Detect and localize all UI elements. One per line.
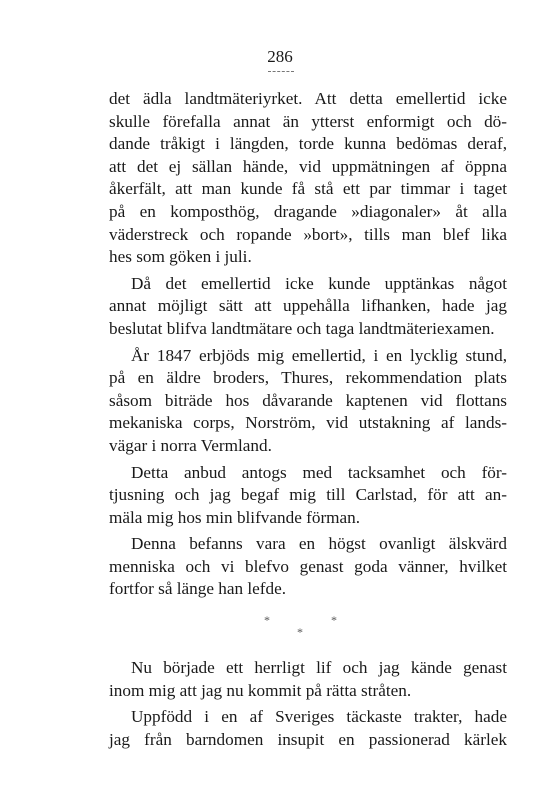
text-line: mäla mig hos min blifvande förman.	[109, 507, 361, 527]
text-line: År 1847 erbjöds mig emellertid, i en lycklig stund,	[131, 345, 507, 365]
text-line: tjusning och jag begaf mig till Carlstad, för att an-	[109, 485, 507, 505]
text-line: beslutat blifva landtmätare och taga landtmäteriexamen.	[109, 318, 495, 338]
paragraph	[109, 88, 507, 269]
paragraph	[109, 533, 507, 601]
text-line: mekaniska corps, Norström, vid utstakning af lands-	[109, 413, 507, 433]
text-line: Denna befanns vara en högst ovanligt älskvärd	[131, 534, 507, 554]
text-line: fortfor så länge han lefde.	[109, 579, 287, 599]
body-text	[109, 88, 507, 755]
text-line: Uppfödd i en af Sveriges täckaste trakter, hade	[131, 707, 507, 727]
paragraph	[109, 657, 507, 702]
text-line: såsom biträde hos dåvarande kaptenen vid flottans	[109, 390, 507, 410]
asterisk-symbol: *	[331, 613, 337, 628]
text-line: inom mig att jag nu kommit på rätta stråten.	[109, 680, 412, 700]
text-line: skulle förefalla annat än ytterst enformigt och dö-	[109, 111, 507, 131]
text-line: väderstreck och ropande »bort», tills man blef lika	[109, 224, 507, 244]
text-line: menniska och vi blefvo genast goda vänner, hvilket	[109, 556, 507, 576]
section-separator	[109, 609, 507, 651]
paragraph	[109, 462, 507, 530]
text-line: jag från barndomen insupit en passionerad kärlek	[109, 729, 507, 749]
paragraph	[109, 345, 507, 458]
page-number-rule	[268, 71, 294, 72]
text-line: åkerfält, att man kunde få stå ett par timmar i taget	[109, 179, 507, 199]
text-line: vägar i norra Vermland.	[109, 435, 272, 455]
text-line: att det ej sällan hände, vid uppmätningen af öppna	[109, 156, 507, 176]
text-line: Då det emellertid icke kunde upptänkas något	[131, 273, 507, 293]
text-line: det ädla landtmäteriyrket. Att detta emellertid icke	[109, 89, 507, 108]
text-line: annat möjligt sätt att uppehålla lifhanken, hade jag	[109, 296, 507, 316]
page-number: 286	[267, 47, 293, 66]
asterisk-symbol: *	[297, 625, 303, 640]
text-line: på en äldre broders, Thures, rekommendation plats	[109, 368, 507, 388]
paragraph	[109, 273, 507, 341]
text-line: Detta anbud antogs med tacksamhet och för-	[131, 462, 507, 482]
paragraph	[109, 706, 507, 751]
asterisk-symbol: *	[264, 613, 270, 628]
text-line: Nu började ett herrligt lif och jag kände genast	[131, 658, 507, 678]
text-line: dande tråkigt i längden, torde kunna bedömas deraf,	[109, 134, 507, 154]
text-line: på en komposthög, dragande »diagonaler» åt alla	[109, 201, 507, 221]
text-line: hes som göken i juli.	[109, 247, 252, 267]
